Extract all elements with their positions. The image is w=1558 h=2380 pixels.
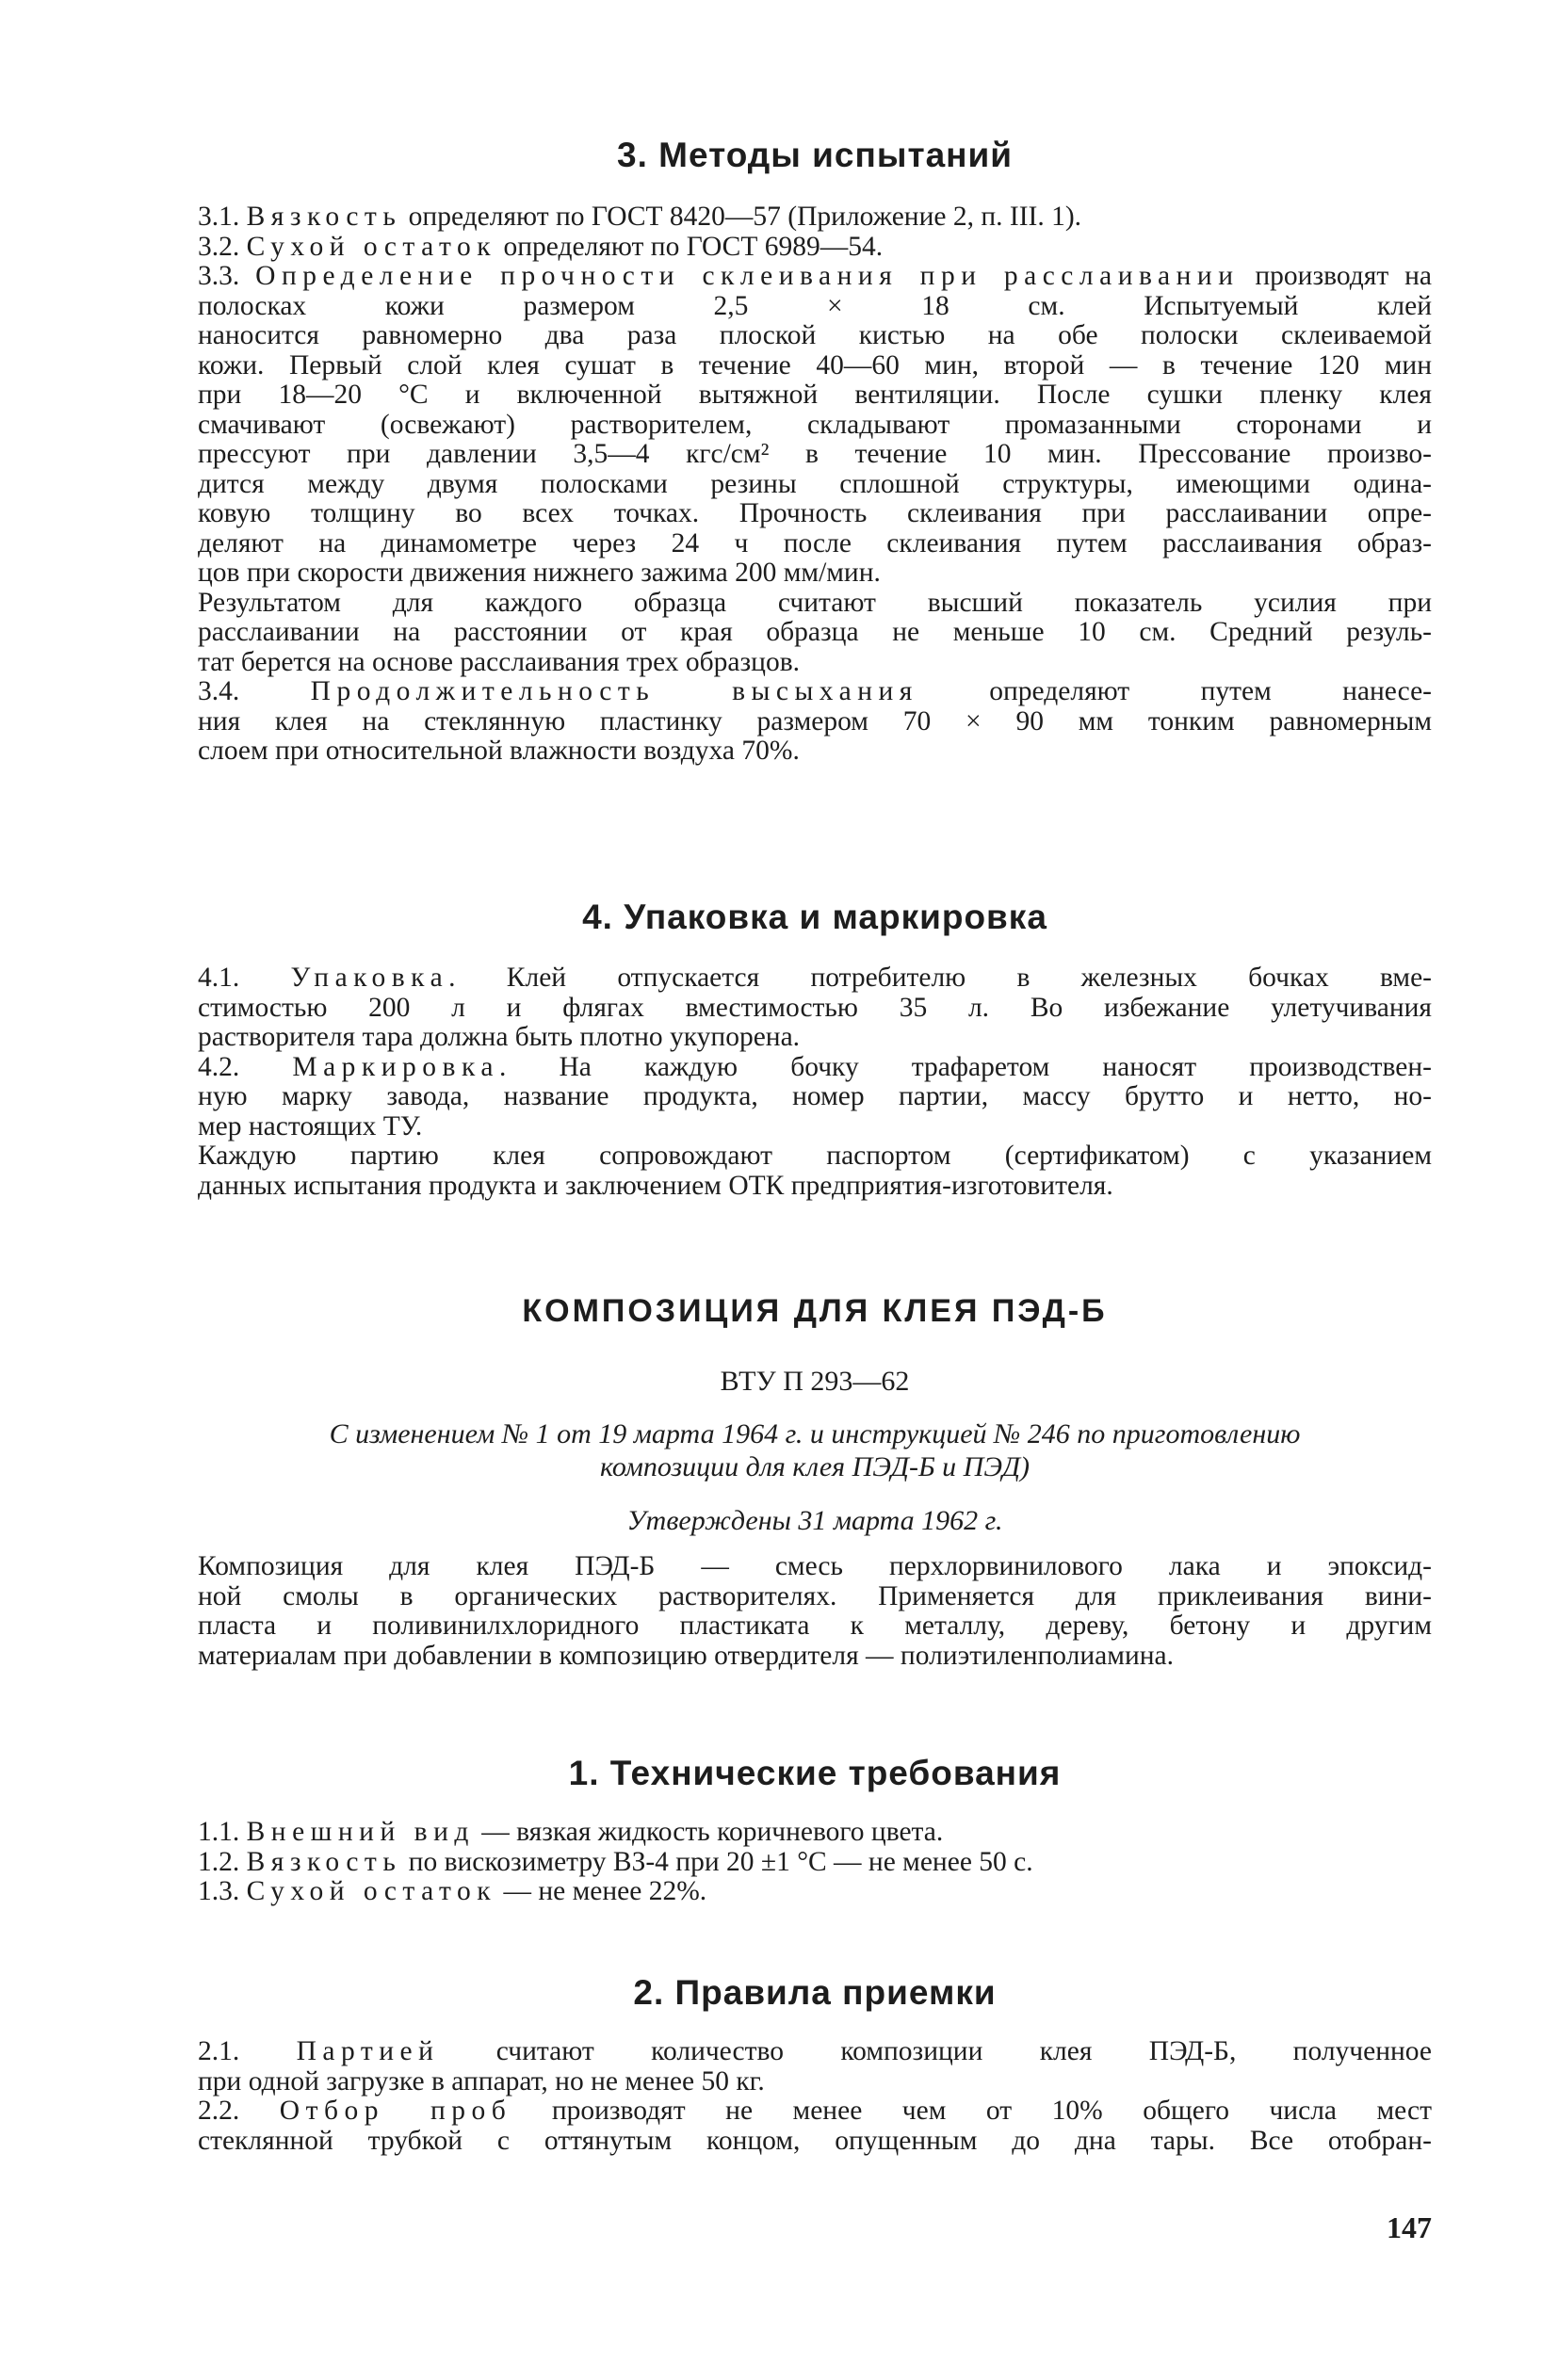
vtu-code: ВТУ П 293—62: [720, 1366, 910, 1397]
paragraph-line: расслаивании на расстоянии от края образца не меньше 10 см. Средний резуль-: [198, 617, 1432, 647]
approval-date: Утверждены 31 марта 1962 г.: [626, 1505, 1003, 1536]
spaced-term: Отбор проб: [279, 2096, 512, 2126]
paragraph-line: при одной загрузке в аппарат, но не менее 50 кг.: [198, 2065, 765, 2097]
item-number: 3.4.: [198, 676, 240, 706]
spaced-term: Вязкость: [246, 202, 402, 232]
paragraph-text: определяют путем нанесе-: [917, 676, 1433, 706]
item-number: 3.1.: [198, 202, 240, 232]
paragraph-line: прессуют при давлении 3,5—4 кгс/см² в течение 10 мин. Прессование произво-: [198, 439, 1432, 469]
item-number: 1.3.: [198, 1876, 240, 1906]
spaced-term: Продолжительность высыхания: [310, 676, 918, 706]
paragraph-2-2-line: [198, 2097, 1432, 2127]
paragraph-4-2-line: [198, 1053, 1432, 1083]
tech-requirements-heading: 1. Технические требования: [568, 1754, 1062, 1792]
paragraph-line: смачивают (освежают) растворителем, складывают промазанными сторонами и: [198, 409, 1432, 440]
paragraph-line: деляют на динамометре через 24 ч после склеивания путем расслаивания образ-: [198, 527, 1432, 559]
section-3-body: [198, 202, 1432, 767]
paragraph-text: производят на полосках кожи размером 2,5 × 18 см. Испытуемый клей: [198, 261, 1432, 321]
item-number: 1.2.: [198, 1846, 240, 1877]
paragraph-line: ния клея на стеклянную пластинку размером 70 × 90 мм тонким равномерным: [198, 705, 1432, 737]
paragraph-text: — не менее 22%.: [496, 1876, 707, 1906]
paragraph-line: Композиция для клея ПЭД-Б — смесь перхлорвинилового лака и эпоксид-: [198, 1551, 1432, 1581]
paragraph-text: . Клей отпускается потребителю в железных бочках вме-: [448, 963, 1432, 993]
composition-intro: [198, 1552, 1432, 1671]
paragraph-line: ную марку завода, название продукта, номер партии, массу брутто и нетто, но-: [198, 1081, 1432, 1111]
spaced-term: Сухой остаток: [246, 231, 497, 262]
composition-title: КОМПОЗИЦИЯ ДЛЯ КЛЕЯ ПЭД-Б: [522, 1293, 1108, 1329]
spaced-term: Упаковка: [290, 963, 449, 993]
paragraph-line: ковую толщину во всех точках. Прочность склеивания при расслаивании опре-: [198, 498, 1432, 528]
item-number: 3.2.: [198, 231, 240, 262]
change-note-line-1: С изменением № 1 от 19 марта 1964 г. и инструкцией № 246 по приготовлению: [329, 1418, 1301, 1449]
item-number: 3.3.: [198, 261, 240, 291]
paragraph-text: считают количество композиции клея ПЭД-Б, полученное: [439, 2036, 1433, 2066]
paragraph-2-1-line: [198, 2037, 1432, 2067]
page-number: 147: [1387, 2210, 1432, 2244]
spaced-term: Маркировка: [292, 1051, 499, 1082]
paragraph-line: ной смолы в органических растворителях. Применяется для приклеивания вини-: [198, 1580, 1432, 1611]
paragraph-line: цов при скорости движения нижнего зажима 200 мм/мин.: [198, 558, 881, 588]
item-number: 2.1.: [198, 2036, 240, 2066]
spaced-term: Внешний вид: [246, 1817, 475, 1847]
paragraph-1-3: [198, 1877, 1432, 1907]
spaced-term: Сухой остаток: [246, 1876, 497, 1906]
paragraph-3-3-line: [198, 262, 1432, 321]
section-3-heading: 3. Методы испытаний: [617, 136, 1013, 174]
section-4-heading: 4. Упаковка и маркировка: [582, 898, 1047, 936]
result-text: Результатом для каждого образца считают высший показатель усилия при: [198, 587, 1432, 618]
paragraph-line: стеклянной трубкой с оттянутым концом, опущенным до дна тары. Все отобран-: [198, 2125, 1432, 2156]
paragraph-line: [198, 589, 1432, 619]
paragraph-text: производят не менее чем от 10% общего числа мест: [511, 2096, 1432, 2126]
paragraph-text: . На каждую бочку трафаретом наносят производствен-: [498, 1051, 1433, 1082]
paragraph-line: материалам при добавлении в композицию отвердителя — полиэтиленполиамина.: [198, 1640, 1174, 1671]
paragraph-3-2: [198, 233, 1432, 263]
acceptance-rules-body: [198, 2037, 1432, 2156]
paragraph-text: определяют по ГОСТ 6989—54.: [496, 231, 884, 262]
paragraph-line: при 18—20 °С и включенной вытяжной вентиляции. После сушки пленку клея: [198, 380, 1432, 410]
paragraph-3-1: [198, 202, 1432, 233]
paragraph-line: мер настоящих ТУ.: [198, 1110, 423, 1141]
paragraph-line: пласта и поливинилхлоридного пластиката к металлу, дереву, бетону и другим: [198, 1611, 1432, 1641]
spaced-term: Партией: [296, 2036, 440, 2066]
item-number: 4.2.: [198, 1051, 240, 1082]
spaced-term: Определение прочности склеивания при расслаивании: [255, 261, 1240, 291]
paragraph-text: — вязкая жидкость коричневого цвета.: [474, 1817, 944, 1847]
spaced-term: Вязкость: [246, 1846, 402, 1877]
item-number: 1.1.: [198, 1817, 240, 1847]
paragraph-line: Каждую партию клея сопровождают паспортом (сертификатом) с указанием: [198, 1141, 1432, 1171]
item-number: 2.2.: [198, 2096, 240, 2126]
paragraph-1-1: [198, 1818, 1432, 1848]
paragraph-4-1-line: [198, 963, 1432, 994]
acceptance-rules-heading: 2. Правила приемки: [633, 1973, 997, 2012]
paragraph-line: данных испытания продукта и заключением ОТК предприятия-изготовителя.: [198, 1170, 1113, 1201]
paragraph-line: тат берется на основе расслаивания трех образцов.: [198, 646, 801, 677]
paragraph-line: наносится равномерно два раза плоской кистью на обе полоски склеиваемой: [198, 320, 1432, 350]
paragraph-line: слоем при относительной влажности воздуха 70%.: [198, 736, 800, 766]
paragraph-line: стимостью 200 л и флягах вместимостью 35 л. Во избежание улетучивания: [198, 992, 1432, 1023]
item-number: 4.1.: [198, 963, 240, 993]
paragraph-line: дится между двумя полосками резины сплошной структуры, имеющими одина-: [198, 468, 1432, 499]
tech-requirements-body: [198, 1818, 1432, 1907]
section-4-body: [198, 963, 1432, 1201]
paragraph-text: определяют по ГОСТ 8420—57 (Приложение 2, п. III. 1).: [401, 202, 1082, 232]
paragraph-1-2: [198, 1848, 1432, 1878]
paragraph-line: растворителя тара должна быть плотно укупорена.: [198, 1022, 801, 1052]
paragraph-text: по вискозиметру ВЗ-4 при 20 ±1 °С — не менее 50 с.: [401, 1846, 1033, 1877]
paragraph-3-4-line: [198, 677, 1432, 707]
change-note-line-2: композиции для клея ПЭД-Б и ПЭД): [599, 1451, 1031, 1482]
paragraph-line: кожи. Первый слой клея сушат в течение 40—60 мин, второй — в течение 120 мин: [198, 349, 1432, 380]
